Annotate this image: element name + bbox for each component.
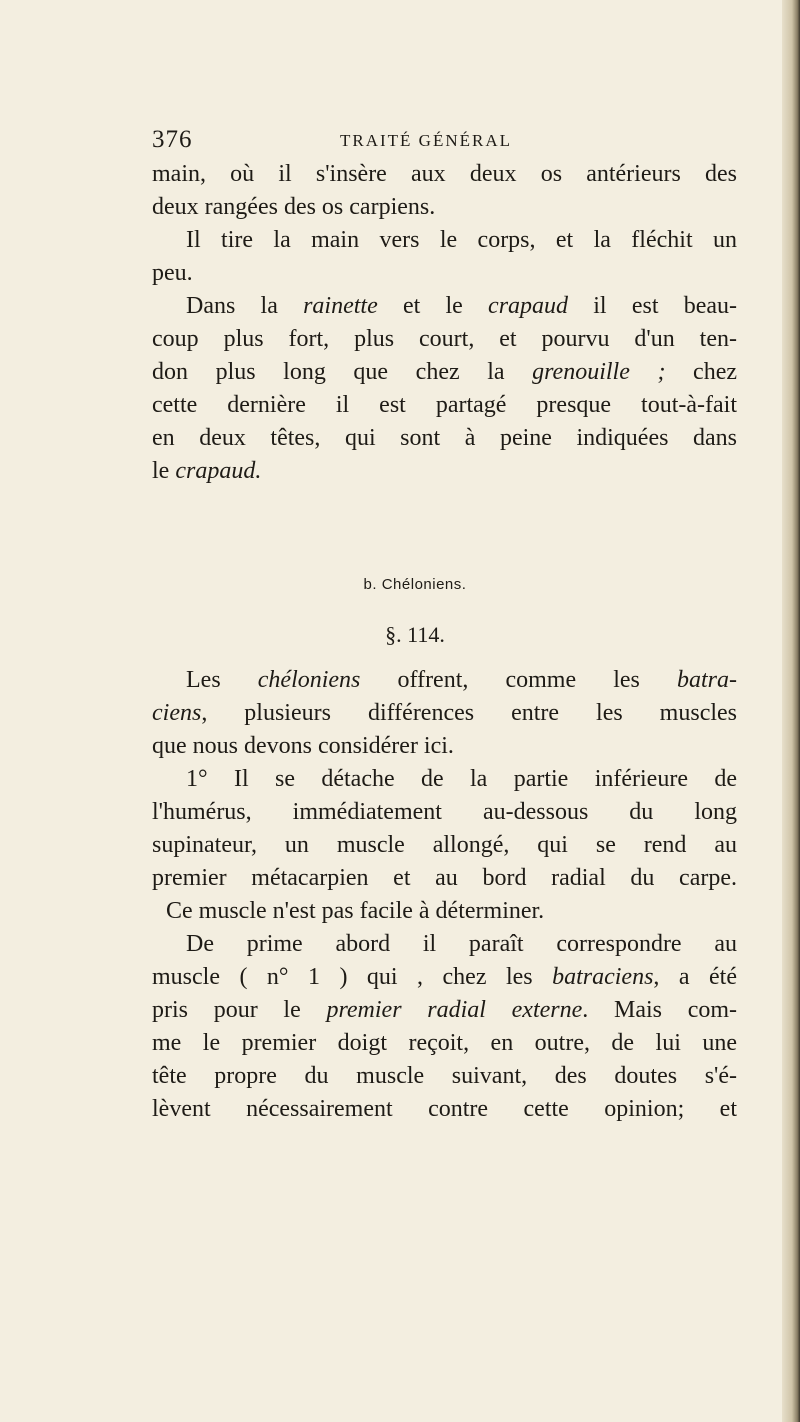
italic-term: premier radial externe [326,997,583,1023]
italic-term: chéloniens [257,667,361,693]
text-run: chez [665,359,737,385]
text-run: don plus long que chez la [152,359,533,385]
italic-term: ciens [152,700,202,726]
paragraph-6-line-3 [152,994,737,1027]
italic-term: grenouille ; [532,359,666,385]
paragraph-2-line-2: peu. [152,260,193,286]
paragraph-3-line-2: coup plus fort, plus court, et pourvu d'un ten- [152,326,737,352]
paragraph-2-line-1: Il tire la main vers le corps, et la fléchit un [186,227,737,253]
paragraph-4-line-1 [152,664,737,697]
italic-term: crapaud. [175,458,262,484]
paragraph-3-line-5: en deux têtes, qui sont à peine indiquées dans [152,425,737,451]
paragraph-6-line-1: De prime abord il paraît correspondre au [186,931,737,957]
paragraph-3-line-1 [152,290,737,323]
paragraph-5-line-5: Ce muscle n'est pas facile à déterminer. [166,898,545,924]
paragraph-3-line-6 [152,455,737,488]
text-block-top [152,158,737,488]
paragraph-6-line-4: me le premier doigt reçoit, en outre, de lui une [152,1030,737,1056]
paragraph-1-line-1: main, où il s'insère aux deux os antérieurs des [152,161,737,187]
text-run: le [152,458,176,484]
italic-term: rainette [303,293,378,319]
text-run: , a été [653,964,737,990]
text-run: il est beau- [568,293,737,319]
paragraph-4-line-2 [152,697,737,730]
paragraph-5-line-4: premier métacarpien et au bord radial du carpe. [152,865,737,891]
text-run: , plusieurs différences entre les muscles [201,700,737,726]
paragraph-number: §. 114. [385,622,445,647]
italic-term: batraciens [552,964,654,990]
page-number: 376 [152,126,193,153]
text-run: muscle ( n° 1 ) qui , chez les [152,964,553,990]
paragraph-5-line-3: supinateur, un muscle allongé, qui se rend au [152,832,737,858]
italic-term: crapaud [488,293,569,319]
paragraph-3-line-3 [152,356,737,389]
running-title: TRAITÉ GÉNÉRAL [340,131,513,150]
text-run: Dans la [186,293,304,319]
paragraph-1-line-2: deux rangées des os carpiens. [152,194,436,220]
paragraph-6-line-6: lèvent nécessairement contre cette opinion; et [152,1096,737,1122]
subsection-title: b. Chéloniens. [363,576,467,593]
text-run: . Mais com- [582,997,738,1023]
page-edge [782,0,800,1422]
paragraph-5-line-2: l'humérus, immédiatement au-dessous du long [152,799,737,825]
paragraph-6-line-5: tête propre du muscle suivant, des doutes s'é- [152,1063,737,1089]
text-run: offrent, comme les [360,667,677,693]
text-run: Les [186,667,258,693]
text-run: pris pour le [152,997,327,1023]
paragraph-4-line-3: que nous devons considérer ici. [152,733,454,759]
paragraph-3-line-4: cette dernière il est partagé presque tout-à-fait [152,392,737,418]
text-block-bottom [152,664,737,1126]
paragraph-6-line-2 [152,961,737,994]
text-run: et le [377,293,489,319]
paragraph-5-line-1: 1° Il se détache de la partie inférieure de [186,766,737,792]
italic-term: batra- [677,667,737,693]
